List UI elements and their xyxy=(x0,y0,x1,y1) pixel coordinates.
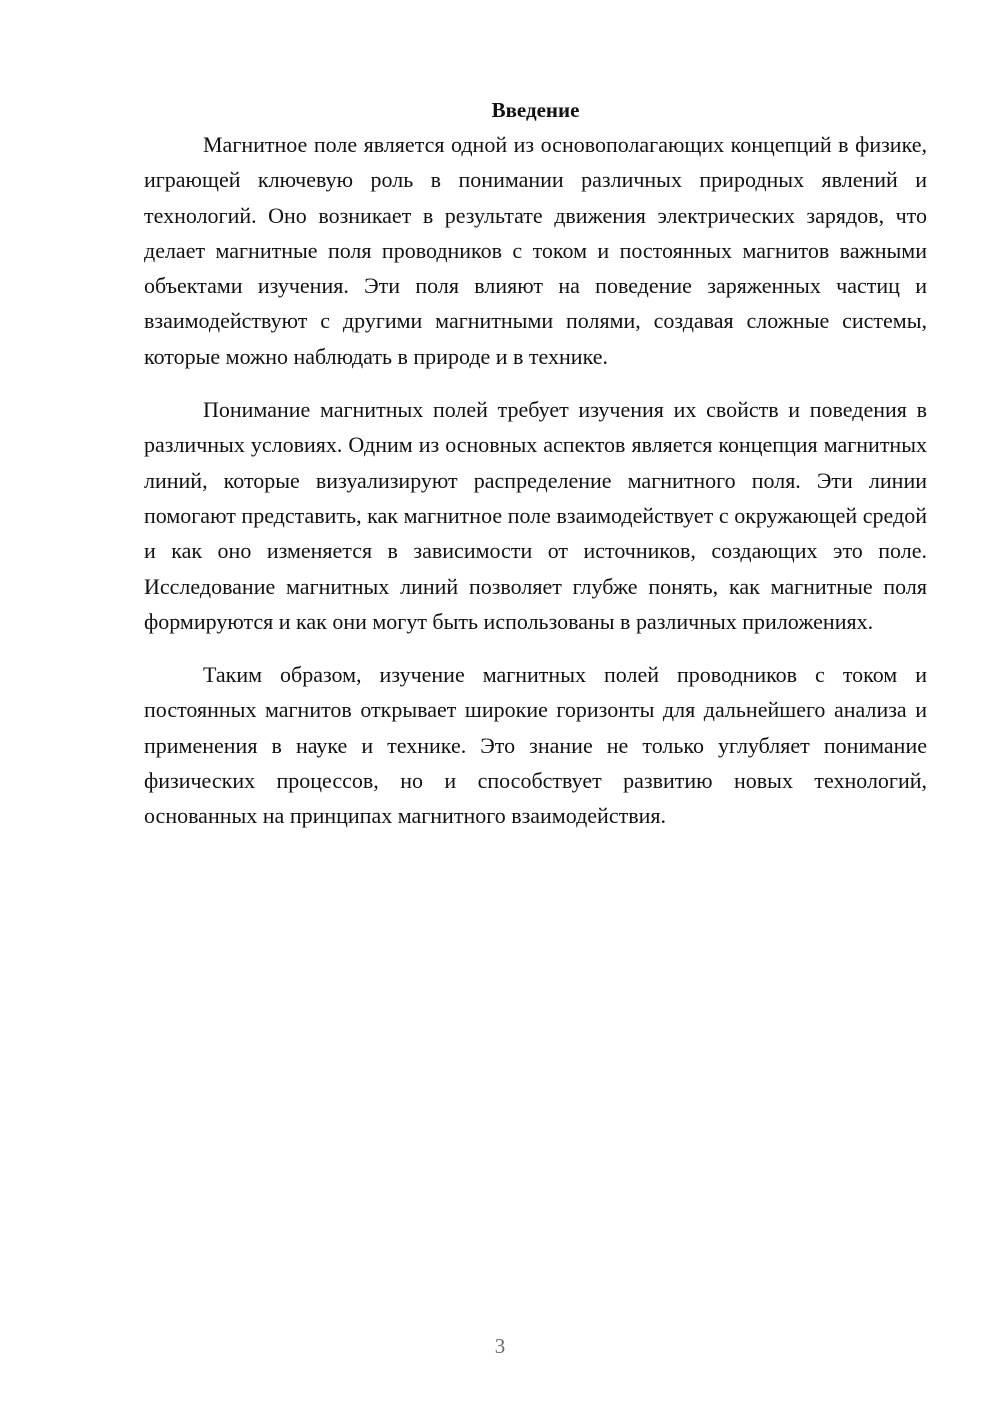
paragraph-3: Таким образом, изучение магнитных полей проводников с током и постоянных магнитов открывает широкие горизонты для дальнейшего анализа и применения в науке и технике. Это знание не только углубляет понимание физических процессов, но и способствует развитию новых технологий, основанных на принципах магнитного взаимодействия. xyxy=(144,662,927,829)
paragraph-1: Магнитное поле является одной из основополагающих концепций в физике, играющей ключевую роль в понимании различных природных явлений и технологий. Оно возникает в результате движения электрических зарядов, что делает магнитные поля проводников с током и постоянных магнитов важными объектами изучения. Эти поля влияют на поведение заряженных частиц и взаимодействуют с другими магнитными полями, создавая сложные системы, которые можно наблюдать в природе и в технике. xyxy=(144,132,927,369)
page-content xyxy=(144,94,927,852)
page-number: 3 xyxy=(494,1334,506,1358)
section-heading: Введение xyxy=(491,98,580,122)
paragraph-2: Понимание магнитных полей требует изучения их свойств и поведения в различных условиях. Одним из основных аспектов является концепция магнитных линий, которые визуализируют распределение магнитного поля. Эти линии помогают представить, как магнитное поле взаимодействует с окружающей средой и как оно изменяется в зависимости от источников, создающих это поле. Исследование магнитных линий позволяет глубже понять, как магнитные поля формируются и как они могут быть использованы в различных приложениях. xyxy=(144,397,927,634)
